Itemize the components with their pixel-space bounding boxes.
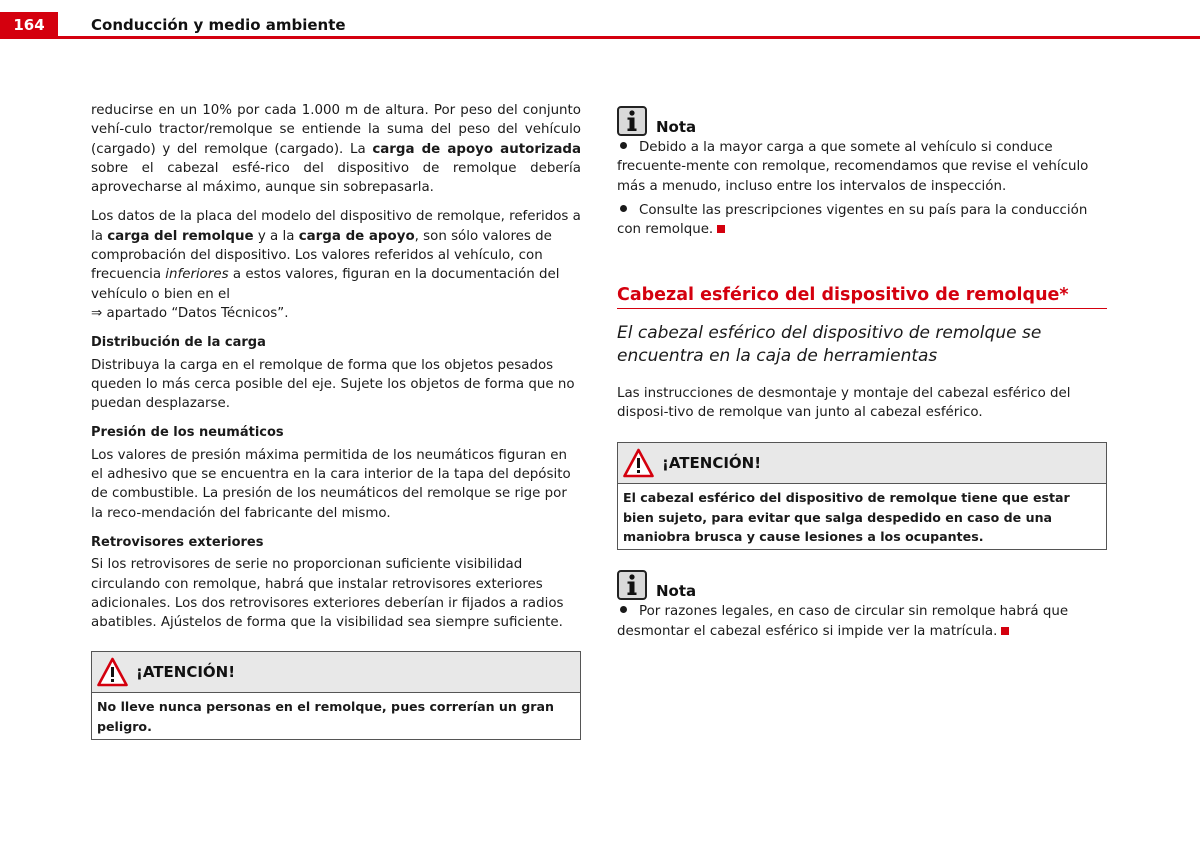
- note-title: Nota: [656, 582, 697, 601]
- end-square-icon: [1001, 627, 1009, 635]
- italic-term: inferiores: [165, 267, 229, 283]
- bullet-dot-icon: [620, 606, 627, 613]
- subheading-load-distribution: Distribución de la carga: [91, 335, 266, 351]
- section-title: Cabezal esférico del dispositivo de remolque*: [617, 286, 1107, 308]
- info-icon: [617, 106, 647, 136]
- note-header: [617, 570, 1107, 600]
- text-run: , son sólo valores de comprobación del dispositivo. Los valores referidos al vehículo, con frecuencia: [91, 228, 552, 283]
- header-rule: [58, 36, 1200, 39]
- warning-title: ¡ATENCIÓN!: [136, 662, 236, 681]
- note-bullet: [617, 602, 1107, 641]
- bullet-text: Consulte las prescripciones vigentes en su país para la conducción con remolque.: [617, 202, 1088, 238]
- bullet-dot-icon: [620, 205, 627, 212]
- note-bullet: [617, 138, 1107, 196]
- text-run: apartado “Datos Técnicos”.: [102, 305, 289, 321]
- paragraph-load-distribution: Distribuya la carga en el remolque de forma que los objetos pesados queden lo más cerca posible del eje. Sujete los objetos de forma que no puedan desplazarse.: [91, 357, 575, 412]
- note-header: [617, 106, 1107, 136]
- paragraph-tyre-pressure: Los valores de presión máxima permitida de los neumáticos figuran en el adhesivo que se encuentra en la cara interior de la tapa del depósito de combustible. La presión de los neumáticos del remolque se rige por la reco-mendación del fabricante del mismo.: [91, 447, 571, 521]
- warning-header: [92, 652, 580, 693]
- page-header: [0, 0, 1200, 40]
- page-number: 164: [0, 12, 58, 39]
- arrow-reference-icon[interactable]: ⇒: [91, 305, 103, 321]
- left-column: [91, 101, 581, 740]
- subheading-tyre-pressure: Presión de los neumáticos: [91, 425, 284, 441]
- text-run: a estos valores, figuran en la documentación del vehículo o bien en el: [91, 267, 560, 302]
- chapter-title: Conducción y medio ambiente: [91, 16, 346, 34]
- warning-header: [618, 443, 1106, 484]
- bold-term: carga de apoyo: [298, 228, 415, 244]
- warning-box: [91, 651, 581, 740]
- bullet-text: Debido a la mayor carga a que somete al vehículo si conduce frecuente-mente con remolque, recomendamos que revise el vehículo más a menudo, incluso entre los intervalos de inspección.: [617, 140, 1089, 194]
- warning-text: El cabezal esférico del dispositivo de remolque tiene que estar bien sujeto, para evitar que salga despedido en caso de una maniobra brusca y cause lesiones a los ocupantes.: [623, 490, 1070, 544]
- section-lead: El cabezal esférico del dispositivo de remolque se encuentra en la caja de herramientas: [617, 322, 1042, 366]
- bullet-dot-icon: [620, 142, 627, 149]
- warning-triangle-icon: [623, 448, 654, 478]
- note-bullet: [617, 201, 1107, 240]
- text-run: y a la: [253, 228, 299, 244]
- warning-box: [617, 442, 1107, 550]
- text-run: reducirse en un 10% por cada 1.000 m de altura. Por peso del conjunto vehí-culo tractor/remolque se entiende la suma del peso del vehículo (cargado) y del remolque (cargado). La: [91, 103, 581, 157]
- bold-term: carga de apoyo autorizada: [372, 141, 581, 157]
- warning-text: No lleve nunca personas en el remolque, pues correrían un gran peligro.: [97, 699, 554, 734]
- paragraph-load: [91, 101, 581, 197]
- right-column: [617, 106, 1107, 646]
- section-paragraph: Las instrucciones de desmontaje y montaje del cabezal esférico del disposi-tivo de remolque van junto al cabezal esférico.: [617, 385, 1071, 421]
- end-square-icon: [717, 225, 725, 233]
- bold-term: carga del remolque: [107, 228, 254, 244]
- subheading-mirrors: Retrovisores exteriores: [91, 534, 264, 550]
- note-title: Nota: [656, 118, 697, 136]
- bullet-text: Por razones legales, en caso de circular sin remolque habrá que desmontar el cabezal esférico si impide ver la matrícula.: [617, 604, 1069, 639]
- info-icon: [617, 570, 647, 600]
- paragraph-mirrors: Si los retrovisores de serie no proporcionan suficiente visibilidad circulando con remolque, habrá que instalar retrovisores exteriores adicionales. Los dos retrovisores exteriores deberían ir fijados a radios abatibles. Ajústelos de forma que la visibilidad sea siempre suficiente.: [91, 557, 564, 631]
- text-run: sobre el cabezal esfé-rico del dispositivo de remolque debería aprovecharse al máximo, aunque sin sobrepasarla.: [91, 160, 581, 196]
- paragraph-plate: [91, 207, 581, 323]
- warning-title: ¡ATENCIÓN!: [662, 453, 762, 472]
- text-run: Los datos de la placa del modelo del dispositivo de remolque, referidos a la: [91, 209, 581, 244]
- warning-triangle-icon: [97, 657, 128, 687]
